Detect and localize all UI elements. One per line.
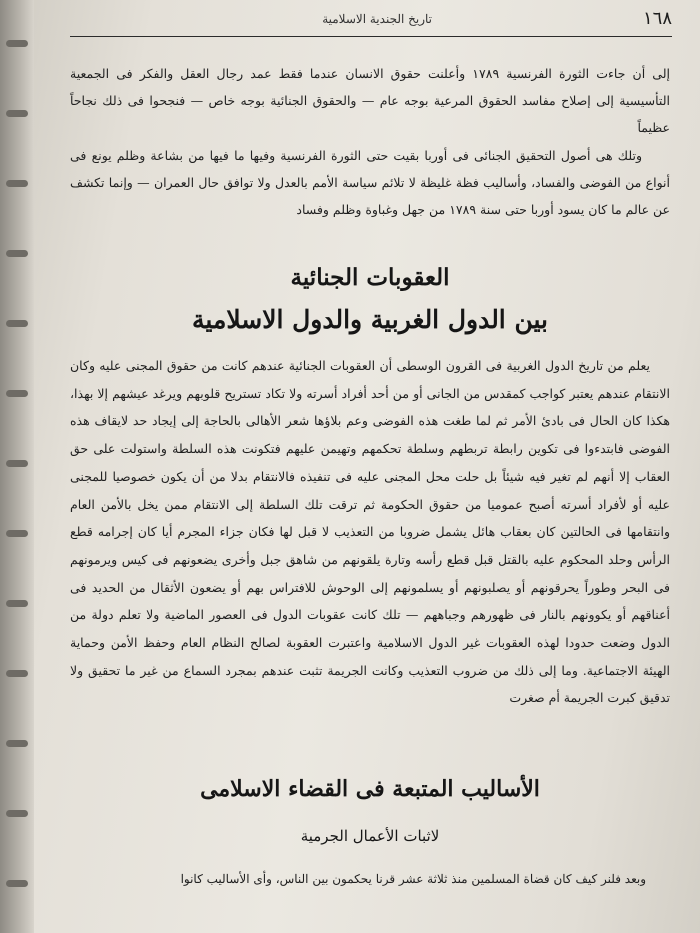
paragraph-islamic-judges: وبعد فلنر كيف كان قضاة المسلمين منذ ثلاثة عشر قرنا يحكمون بين الناس، وأى الأساليب كانوا [180,872,646,886]
binding-ring [6,810,28,817]
page-header [70,6,672,37]
paragraph-french-revolution: إلى أن جاءت الثورة الفرنسية ١٧٨٩ وأعلنت حقوق الانسان عندما فقط عمد رجال العقل والفكر فى الجمعية التأسيسية إلى إصلاح مفاسد الحقوق المرعية بوجه عام — والحقوق الجنائية بوجه خاص — فنجحوا فى ذلك نجاحاً عظيماً [70,66,670,135]
paragraph-european-investigation: وتلك هى أصول التحقيق الجنائى فى أوربا بقيت حتى الثورة الفرنسية وفيها ما فيها من بشاعة وظلم يونع فى أنواع من الفوضى والفساد، وأساليب فظة غليظة لا تلائم سياسة الأمم بالعدل ولا توافق حال العمران — وإنما تكشف عن عالم ما كان يسود أوربا حتى سنة ١٧٨٩ من جهل وغباوة وظلم وفساد [70,148,670,217]
binding-ring [6,40,28,47]
binding-ring [6,740,28,747]
binding-ring [6,390,28,397]
spiral-binding [0,0,34,933]
running-title: تاريخ الجندية الاسلامية [322,12,432,26]
binding-ring [6,180,28,187]
section-title: العقوبات الجنائية [290,264,450,291]
binding-ring [6,880,28,887]
binding-ring [6,670,28,677]
section-subtitle: بين الدول الغربية والدول الاسلامية [192,305,548,334]
paragraph-western-punishments: يعلم من تاريخ الدول الغربية فى القرون الوسطى أن العقوبات الجنائية عندهم كانت من حقوق المجنى عليه وكان الانتقام عندهم يعتبر كواجب كمقدس من الجانى أو من أحد أفراد أسرته ولا تكاد تستريح قلوبهم ويرغد عيشهم إلا بهذا، هكذا كان الحال فى بادئ الأمر ثم لما طغت هذه الفوضى وعم بلاؤها شعر الأهالى بالحاجة إلى إيجاد حد لايقاف هذه الفوضى فابتدءوا فى تكوين رابطة تربطهم وسلطة تحكمهم وتهيمن عليهم فتكونت هذه السلطة واستولت على حق العقاب إلا أنهم لم تغير فيه شيئاً بل حلت محل المجنى عليه فى تنفيذه فالانتقام بدلا من أن يكون خصوصيا للمجنى عليه أو لأفراد أسرته أصبح عموميا من حقوق الحكومة ثم ترقت تلك السلطة إلى الانتقام ممن يخل بالأمن العام وانتقامها فى الحالتين كان بعقاب هائل يشمل ضروبا من التعذيب لا قبل لها فكان جزاء المجرم أيا كان إجرامه قطع الرأس وحلد المحكوم عليه بالقتل قبل قطع رأسه وتارة يلقونهم من شاهق جبل وأخرى يضعونهم فى كيس ويرمونهم فى البحر وطوراً يحرقونهم أو يصلبونهم أو يسلمونهم إلى الوحوش للافتراس بهم أو يضعون الأثقال من الحديد فى أعناقهم أو يكوونهم بالنار فى ظهورهم وجباههم — تلك كانت عقوبات الدول فى العصور الماضية ولا تعلم دولة من الدول وضعت حدودا لهذه العقوبات غير الدول الاسلامية واعتبرت العقوبة لصالح النظام العام وحفظ الأمن وحماية الهيئة الاجتماعية. وما إلى ذلك من ضروب التعذيب وكانت الجريمة تثبت عندهم بمجرد السماع من غير ما تحقيق ولا تدقيق كبرت الجريمة أم صغرت [70,358,670,706]
binding-ring [6,600,28,607]
section-heading: الأساليب المتبعة فى القضاء الاسلامى [200,776,540,802]
binding-ring [6,320,28,327]
binding-ring [6,250,28,257]
binding-ring [6,110,28,117]
section-subheading: لاثبات الأعمال الجرمية [300,827,440,845]
binding-ring [6,460,28,467]
binding-ring [6,530,28,537]
page-number: ١٦٨ [642,8,672,29]
